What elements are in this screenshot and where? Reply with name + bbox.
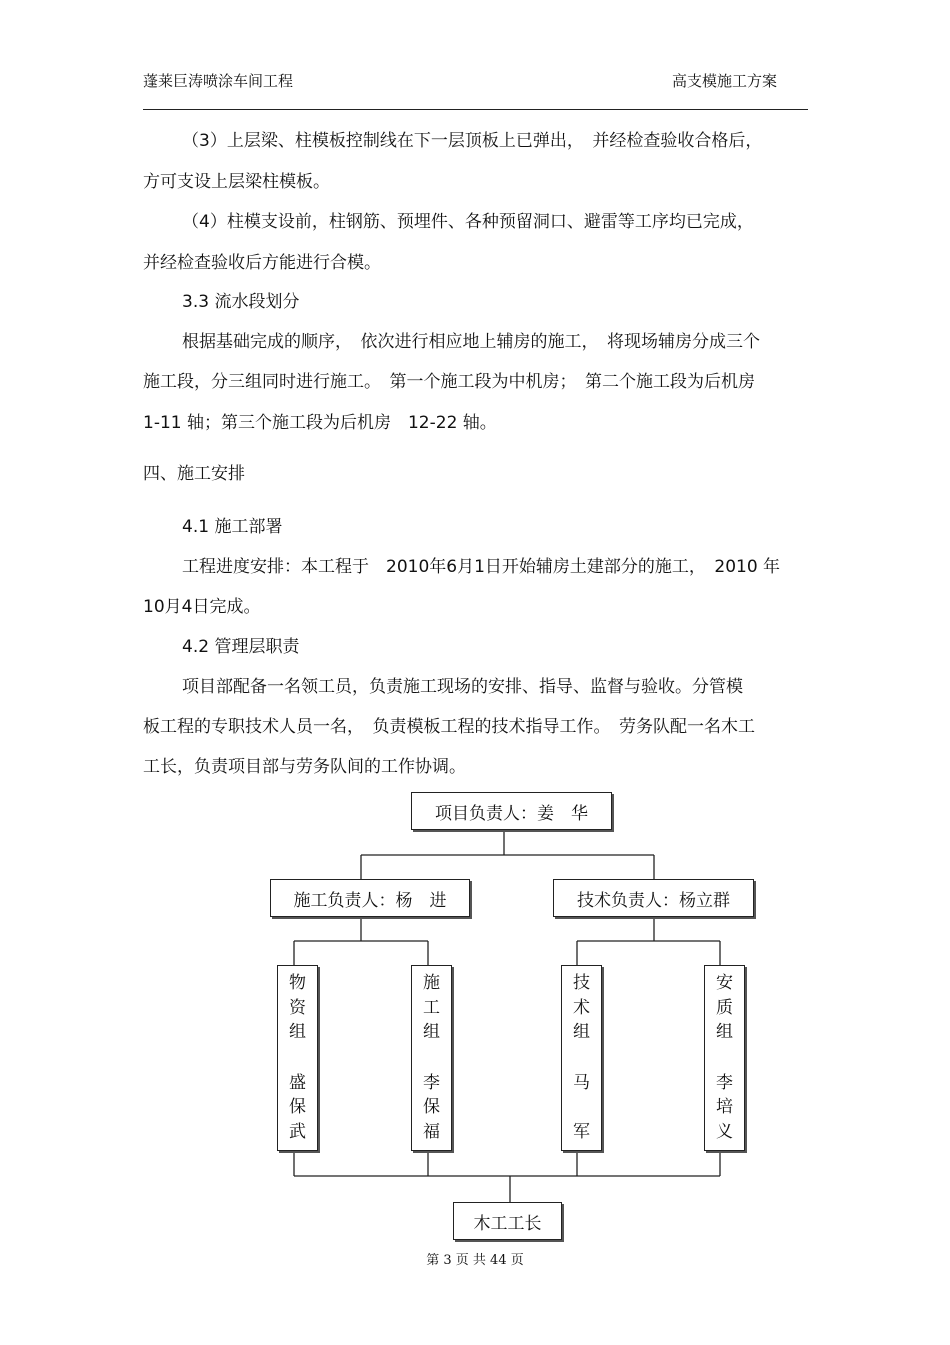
group-person-char: 马 <box>573 1072 590 1093</box>
org-box-materials-group <box>277 965 318 1151</box>
org-box-project-manager: 项目负责人：姜 华 <box>411 792 612 830</box>
section-heading-3-3: 3.3 流水段划分 <box>182 292 300 312</box>
page-footer: 第 3 页 共 44 页 <box>426 1253 524 1268</box>
paragraph-line: 项目部配备一名领工员，负责施工现场的安排、指导、监督与验收。分管模 <box>182 677 743 697</box>
group-name-char: 组 <box>573 1022 590 1042</box>
group-name-char: 物 <box>289 973 306 993</box>
paragraph-line: 1-11 轴；第三个施工段为后机房 12-22 轴。 <box>143 413 497 433</box>
chapter-heading-4: 四、施工安排 <box>143 464 245 484</box>
header-document-title: 高支模施工方案 <box>672 72 778 90</box>
paragraph-line: （3）上层梁、柱模板控制线在下一层顶板上已弹出， 并经检查验收合格后， <box>182 131 763 151</box>
header-project-title: 蓬莱巨涛喷涂车间工程 <box>143 72 294 90</box>
group-person-char: 李 <box>716 1072 733 1093</box>
group-person-char: 福 <box>423 1121 440 1142</box>
paragraph-line: （4）柱模支设前，柱钢筋、预埋件、各种预留洞口、避雷等工序均已完成， <box>182 212 754 232</box>
group-name-char: 组 <box>716 1022 733 1042</box>
paragraph-line: 方可支设上层梁柱模板。 <box>143 172 330 192</box>
group-name-char: 术 <box>573 997 590 1018</box>
group-person-char: 军 <box>573 1121 590 1142</box>
group-person-char: 培 <box>716 1097 733 1117</box>
group-person-char: 武 <box>289 1121 306 1142</box>
org-box-technical-lead: 技术负责人：杨立群 <box>553 879 754 917</box>
paragraph-line: 板工程的专职技术人员一名， 负责模板工程的技术指导工作。 劳务队配一名木工 <box>143 717 755 737</box>
org-box-technical-group <box>561 965 602 1151</box>
group-name-char: 资 <box>289 997 306 1018</box>
org-box-construction-group <box>411 965 452 1151</box>
group-name-char: 组 <box>423 1022 440 1042</box>
org-box-construction-lead: 施工负责人：杨 进 <box>270 879 470 917</box>
group-name-char: 组 <box>289 1022 306 1042</box>
group-person-char: 保 <box>423 1097 440 1117</box>
group-name-char: 工 <box>423 997 440 1018</box>
org-box-safety-quality-group <box>704 965 745 1151</box>
group-name-char: 质 <box>716 997 733 1018</box>
group-name-char: 技 <box>573 973 590 993</box>
group-person-char: 李 <box>423 1072 440 1093</box>
paragraph-line: 工程进度安排：本工程于 2010年6月1日开始辅房土建部分的施工， 2010 年 <box>182 557 781 577</box>
group-person-char: 盛 <box>289 1072 306 1093</box>
paragraph-line: 施工段，分三组同时进行施工。 第一个施工段为中机房； 第二个施工段为后机房 <box>143 372 755 392</box>
group-person-char: 保 <box>289 1097 306 1117</box>
paragraph-line: 并经检查验收后方能进行合模。 <box>143 253 381 273</box>
paragraph-line: 10月4日完成。 <box>143 597 261 617</box>
group-name-char: 施 <box>423 973 440 993</box>
paragraph-line: 工长，负责项目部与劳务队间的工作协调。 <box>143 757 466 777</box>
group-person-char: 义 <box>716 1121 733 1142</box>
paragraph-line: 根据基础完成的顺序， 依次进行相应地上辅房的施工， 将现场辅房分成三个 <box>182 332 760 352</box>
org-box-carpentry-foreman: 木工工长 <box>453 1202 562 1240</box>
section-heading-4-1: 4.1 施工部署 <box>182 517 283 537</box>
section-heading-4-2: 4.2 管理层职责 <box>182 637 300 657</box>
group-name-char: 安 <box>716 973 733 993</box>
